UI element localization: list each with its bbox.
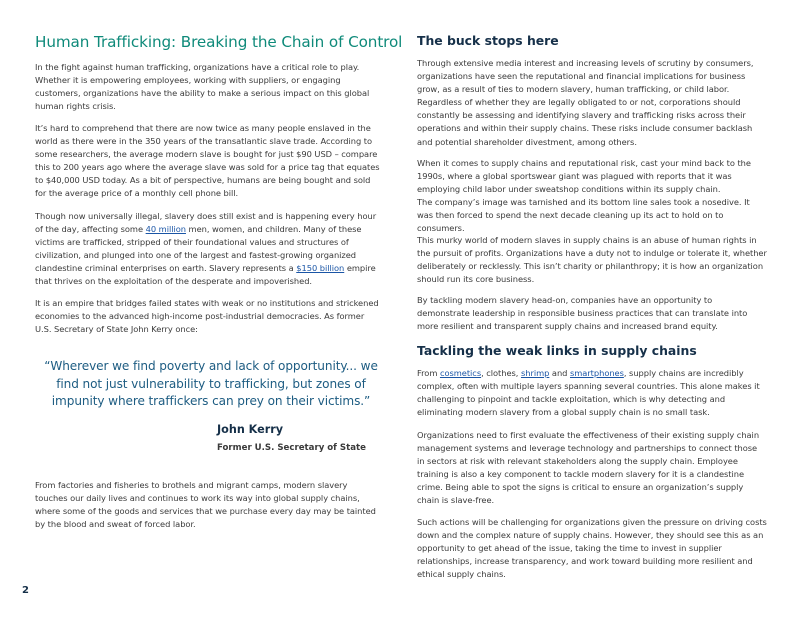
pull-quote: “Wherever we find poverty and lack of opportunity... we find not just vulnerability to trafficking, but zones of impunity where traffickers can prey on their victims.” [44,359,378,408]
head-on-paragraph: By tackling modern slavery head-on, companies have an opportunity to demonstrate leadership in responsible business practices that can translate into more resilient and transparent supply chains and increased brand equity. [417,295,748,332]
forty-million-link[interactable]: 40 million [145,224,186,235]
complex-supply-chains-paragraph: From cosmetics, clothes, shrimp and smartphones, supply chains are incredibly complex, often with multiple layers spanning several countries. This alone makes it challenging to pinpoint and tackle exploitation, which is why detecting and eliminating modern slavery from a global supply chain is no small task. [417,368,760,418]
challenging-actions-paragraph: Such actions will be challenging for organizations given the pressure on driving costs down and the complex nature of supply chains. However, they should see this as an opportunity to get ahead of the issue, taking the time to invest in supplier relationships, increase transparency, and work toward building more resilient and ethical supply chains. [417,517,767,580]
page-title: Human Trafficking: Breaking the Chain of Control [35,33,403,51]
factories-paragraph: From factories and fisheries to brothels and migrant camps, modern slavery touches our daily lives and continues to work its way into global supply chains, where some of the goods and services that we purchase every day may be tainted by the blood and sweat of forced labor. [35,480,376,530]
sportswear-paragraph: When it comes to supply chains and reputational risk, cast your mind back to the 1990s, where a global sportswear giant was plagued with reports that it was employing child labor under sweatshop conditions within its supply chain. The company’s image was tarnished and its bottom line sales took a nosedive. It was then forced to spend the next decade cleaning up its act to hold on to consumers. [417,158,751,234]
slavery-price-paragraph: It’s hard to comprehend that there are now twice as many people enslaved in the world as there were in the 350 years of the transatlantic slave trade. According to some researchers, the average modern slave is bought for just $90 USD – compare this to 200 years ago where the average slave was sold for a price tag that equates to $40,000 USD today. As a bit of perspective, humans are being bought and sold for the average price of a monthly cell phone bill. [35,123,380,199]
cosmetics-link[interactable]: cosmetics [439,368,482,378]
shrimp-link[interactable]: shrimp [520,368,550,378]
intro-paragraph: In the fight against human trafficking, organizations have a critical role to play. Whether it is empowering employees, working with suppliers, or engaging customers, organizations have the ability to make a serious impact on this global human rights crisis. [35,62,370,112]
page-number: 2 [22,585,29,596]
empire-paragraph: It is an empire that bridges failed states with weak or no institutions and strickened economies to the advanced high-income post-industrial democracies. As former U.S. Secretary of State John Kerry once: [35,298,379,335]
media-scrutiny-paragraph: Through extensive media interest and increasing levels of scrutiny by consumers, organizations have seen the reputational and financial implications for business grow, as a result of ties to modern slavery, human trafficking, or child labor. Regardless of whether they are legally obligated to or not, corporations should constantly be assessing and identifying slavery and trafficking risks across their operations and within their supply chains. These risks include consumer backlash and potential shareholder divestment, among others. [417,58,754,147]
150-billion-link[interactable]: $150 billion [296,263,345,274]
universally-illegal-paragraph: Though now universally illegal, slavery does still exist and is happening every hour of the day, affecting some 40 million men, women, and children. Many of these victims are trafficked, stripped of their foundational values and structures of civilization, and plunged into one of the largest and fastest-growing organized clandestine criminal enterprises on earth. Slavery represents a $150 billion empire that thrives on the exploitation of the desperate and impoverished. [35,211,377,287]
section-heading-weak-links: Tackling the weak links in supply chains [417,343,697,358]
evaluate-effectiveness-paragraph: Organizations need to first evaluate the effectiveness of their existing supply chain management systems and leverage technology and partnerships to connect those in sectors at risk with relevant stakeholders along the supply chain. Employee training is also a key component to tackle modern slavery for it is a clandestine crime. Being able to spot the signs is critical to ensure an organization’s supply chain is slave-free. [417,430,760,506]
section-heading-buck-stops: The buck stops here [417,33,559,48]
quote-author: John Kerry [217,423,284,436]
quote-author-title: Former U.S. Secretary of State [217,443,366,453]
smartphones-link[interactable]: smartphones [569,368,624,378]
murky-world-paragraph: This murky world of modern slaves in supply chains is an abuse of human rights in the pursuit of profits. Organizations have a duty not to indulge or tolerate it, whether deliberately or recklessly. This isn’t charity or philanthropy; it is how an organization should run its core business. [417,235,767,285]
